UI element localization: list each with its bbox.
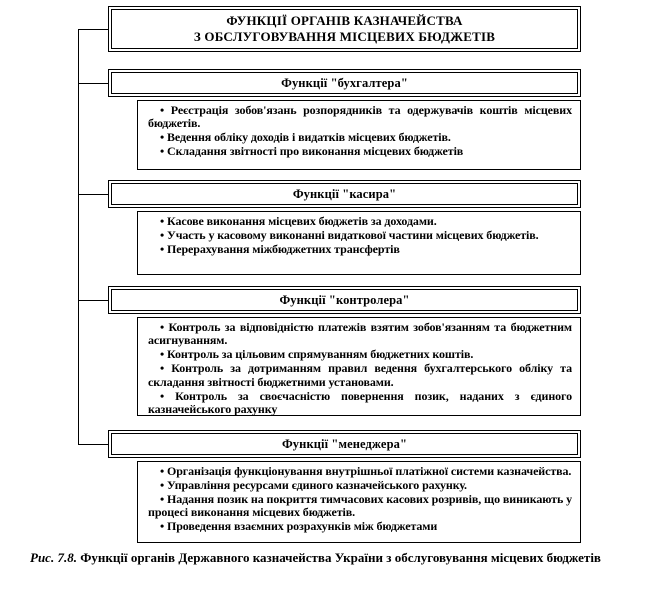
list-item: • Управління ресурсами єдиного казначейського рахунку. <box>160 477 467 492</box>
list-item: • Перерахування міжбюджетних трансфертів <box>160 241 400 256</box>
root-title-line-1: ФУНКЦІЇ ОРГАНІВ КАЗНАЧЕЙСТВА <box>226 13 463 28</box>
list-item: • Контроль за цільовим спрямуванням бюджетних коштів. <box>160 347 474 362</box>
branch-3-body <box>137 317 581 416</box>
branch-2-header-inner-border <box>111 183 578 205</box>
list-item: • Участь у касовому виконанні видаткової частини місцевих бюджетів. <box>160 227 539 242</box>
connector-branch-2 <box>78 194 109 195</box>
branch-1-header-inner-border <box>111 72 578 94</box>
branch-4-header <box>108 430 581 458</box>
list-item: • Складання звітності про виконання місцевих бюджетів <box>160 144 464 159</box>
list-item: • Контроль за своєчасністю повернення позик, наданих з єдиного казначейського рахунку <box>148 388 572 416</box>
branch-3-title: Функції "контролера" <box>279 293 410 307</box>
list-item: • Реєстрація зобов'язань розпорядників та одержувачів коштів місцевих бюджетів. <box>148 103 572 131</box>
branch-4-body <box>137 461 581 543</box>
branch-4-header-inner-border <box>111 433 578 455</box>
branch-4-title: Функції "менеджера" <box>281 437 408 451</box>
list-item: • Контроль за дотриманням правил ведення бухгалтерського обліку та складання звітності бюджетними установами. <box>148 361 572 389</box>
branch-1-body <box>137 100 581 170</box>
list-item: • Надання позик на покриття тимчасових касових розривів, що виникають у процесі виконання місцевих бюджетів. <box>148 491 572 520</box>
branch-1-title: Функції "бухгалтера" <box>281 76 408 90</box>
figure-label: Рис. 7.8. <box>30 550 77 565</box>
list-item: • Ведення обліку доходів і видатків місцевих бюджетів. <box>160 130 451 145</box>
branch-1-list <box>148 104 572 159</box>
root-node <box>108 6 581 52</box>
branch-4-list <box>148 465 572 534</box>
connector-branch-3 <box>78 300 109 301</box>
branch-2-body <box>137 211 581 275</box>
list-item: • Касове виконання місцевих бюджетів за доходами. <box>160 214 437 228</box>
branch-3-list <box>148 321 572 416</box>
branch-3-header-inner-border <box>111 289 578 311</box>
branch-3-header <box>108 286 581 314</box>
connector-branch-1 <box>78 83 109 84</box>
root-node-inner-border <box>111 9 578 49</box>
connector-branch-4 <box>78 444 109 445</box>
list-item: • Проведення взаємних розрахунків між бюджетами <box>160 519 438 534</box>
branch-1-header <box>108 69 581 97</box>
spine-vertical <box>78 29 79 444</box>
connector-root <box>78 29 109 30</box>
branch-2-title: Функції "касира" <box>292 187 397 201</box>
figure-caption <box>0 545 661 566</box>
branch-2-list <box>148 215 572 256</box>
branch-2-header <box>108 180 581 208</box>
root-title-line-2: З ОБСЛУГОВУВАННЯ МІСЦЕВИХ БЮДЖЕТІВ <box>193 29 496 44</box>
root-title-block <box>194 13 495 45</box>
figure-caption-text: Функції органів Державного казначейства України з обслуговування місцевих бюджетів <box>80 550 601 565</box>
list-item: • Організація функціонування внутрішньої платіжної системи казначейства. <box>160 464 572 478</box>
list-item: • Контроль за відповідністю платежів взятим зобов'язанням та бюджетним асигнуванням. <box>148 320 572 348</box>
